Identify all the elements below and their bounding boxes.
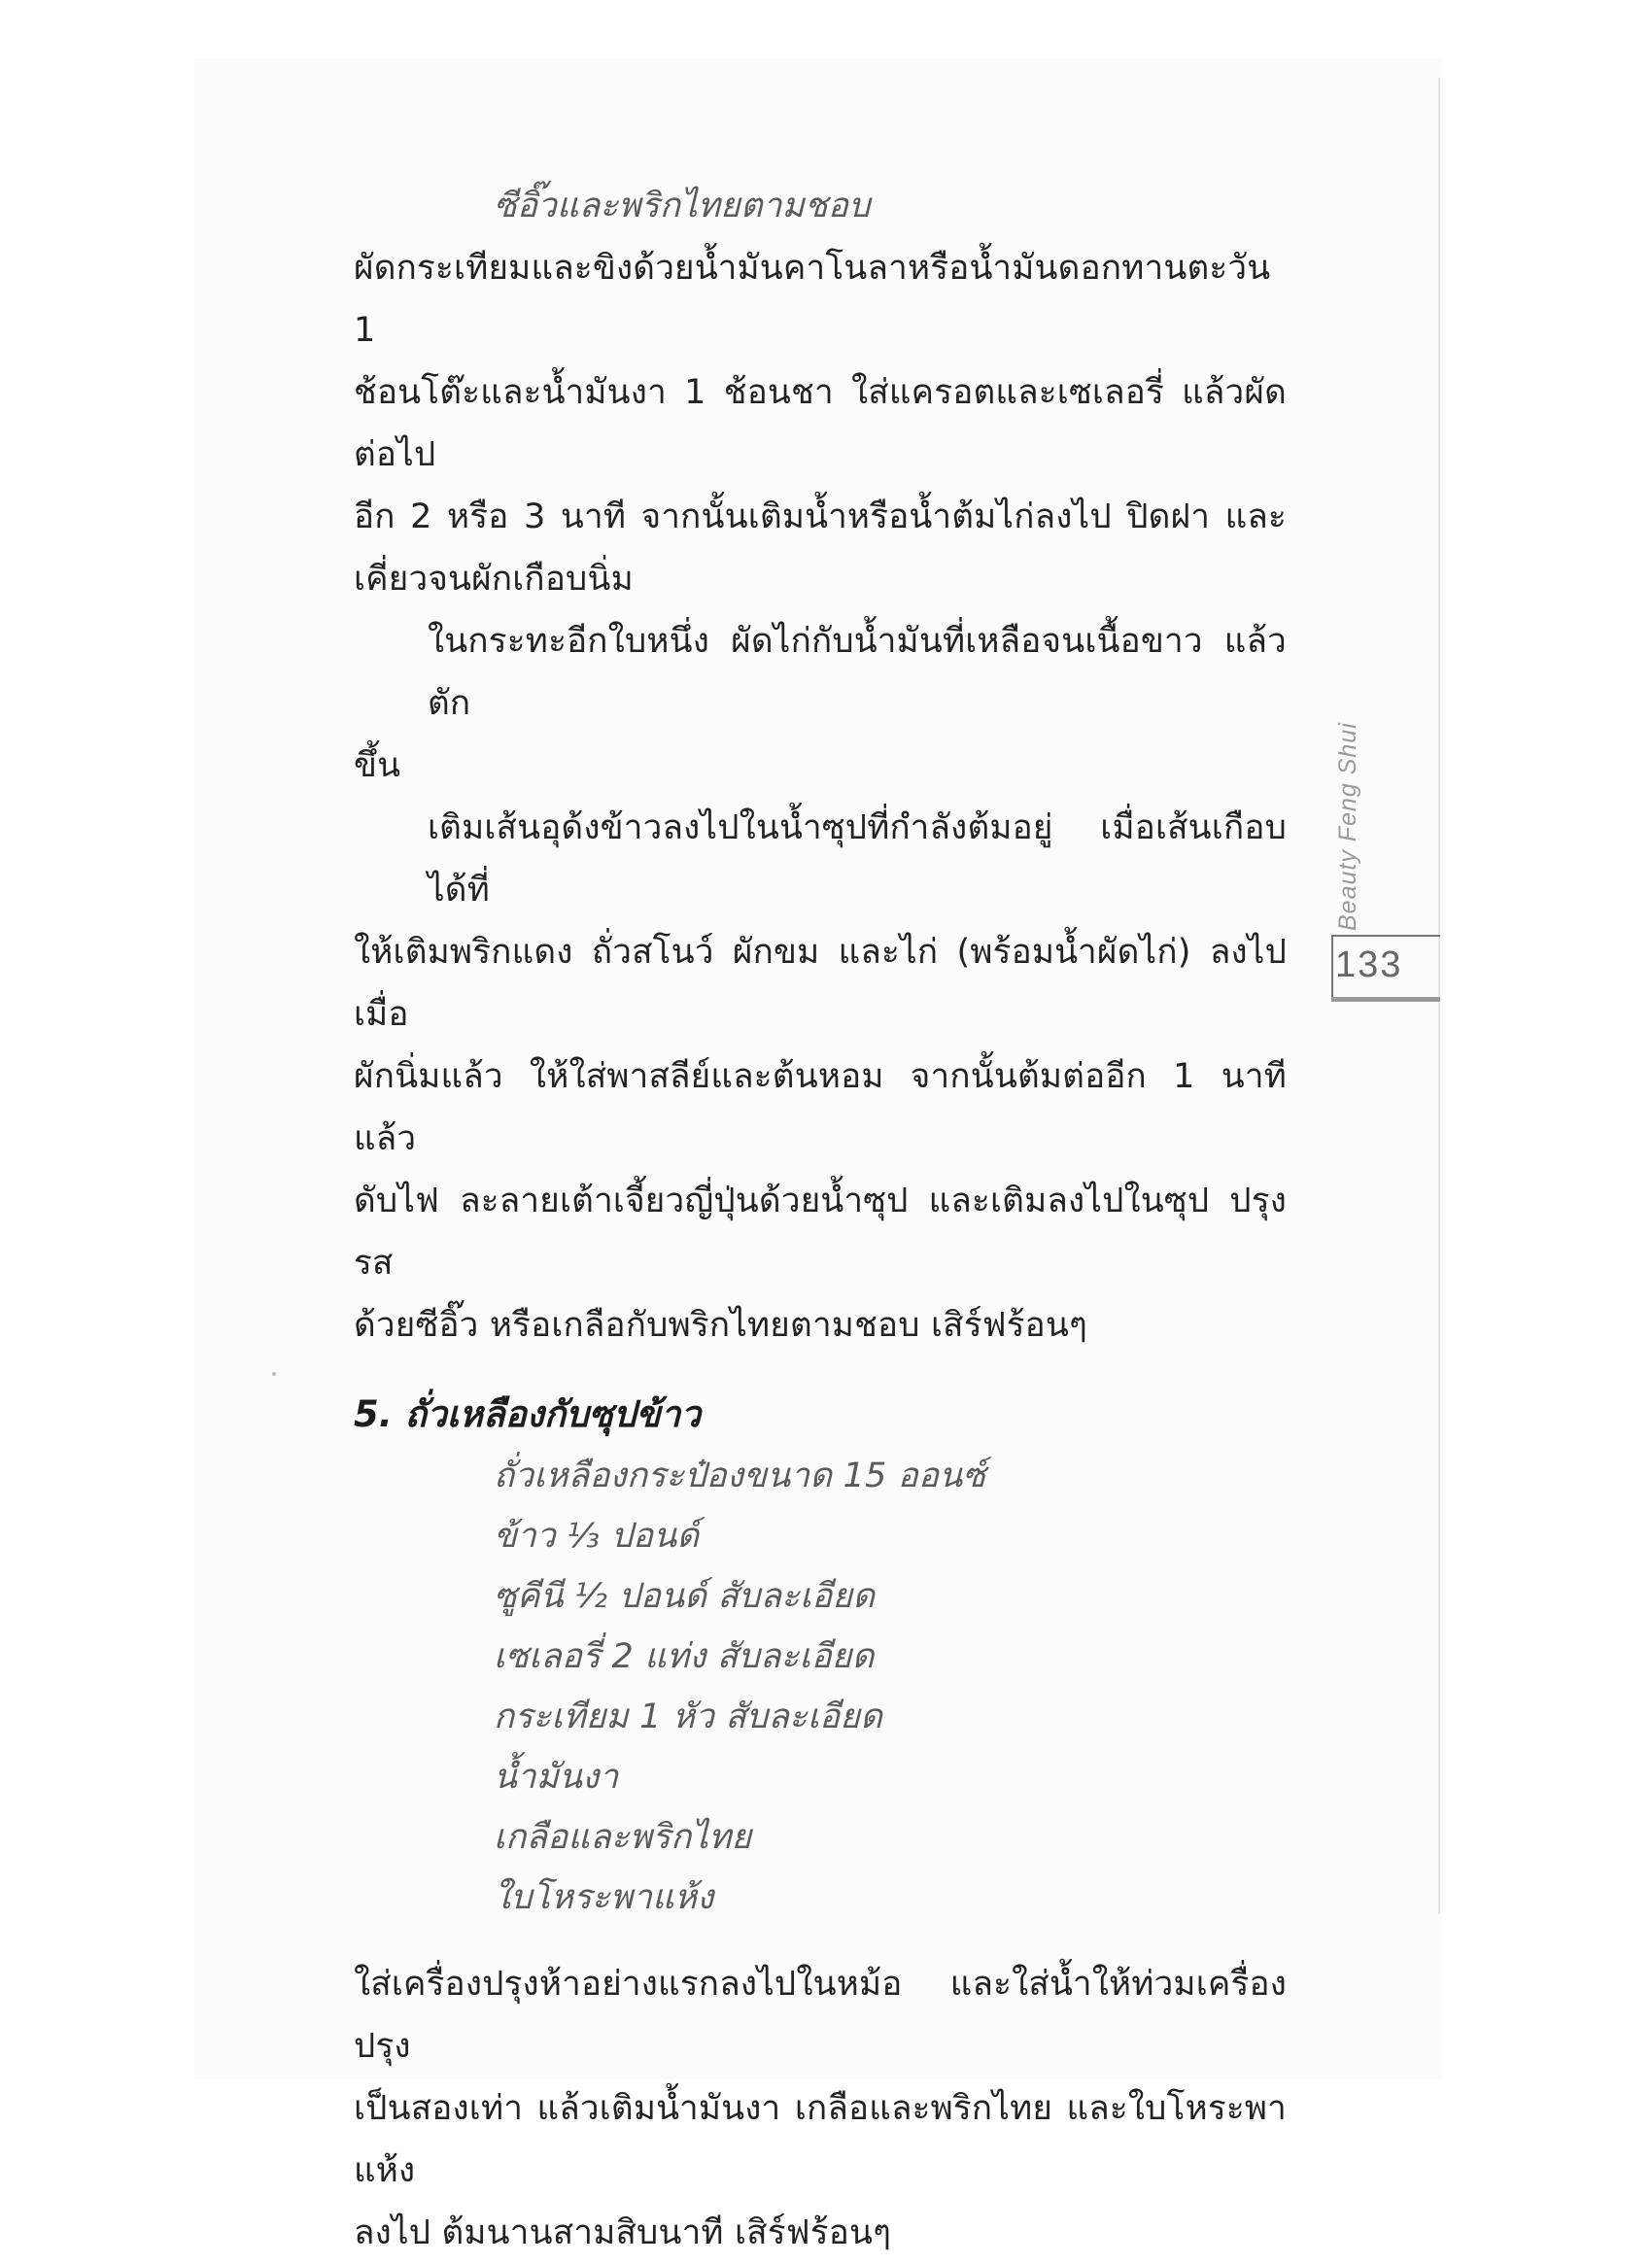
page-number-top-rule bbox=[1331, 935, 1440, 937]
ingredient-item: เกลือและพริกไทย bbox=[494, 1818, 752, 1857]
paragraph-line: ช้อนโต๊ะและน้ำมันงา 1 ช้อนชา ใส่แครอตและเซเลอรี่ แล้วผัดต่อไป bbox=[354, 373, 1287, 474]
page-edge-rule bbox=[1438, 78, 1440, 1914]
paragraph-line: ผักนิ่มแล้ว ให้ใส่พาสลีย์และต้นหอม จากนั้นต้มต่ออีก 1 นาที แล้ว bbox=[354, 1057, 1287, 1158]
continued-ingredient-line: ซีอิ๊วและพริกไทยตามชอบ bbox=[494, 187, 871, 225]
ingredient-item: ใบโหระพาแห้ง bbox=[494, 1878, 714, 1917]
paragraph-line: เคี่ยวจนผักเกือบนิ่ม bbox=[354, 560, 634, 599]
page-number-bottom-rule bbox=[1331, 997, 1440, 1002]
ingredient-item: ถั่วเหลืองกระป๋องขนาด 15 ออนซ์ bbox=[494, 1457, 986, 1495]
paragraph-line: ผัดกระเทียมและขิงด้วยน้ำมันคาโนลาหรือน้ำมันดอกทานตะวัน 1 bbox=[354, 249, 1271, 350]
recipe-heading: 5. ถั่วเหลืองกับซุปข้าว bbox=[354, 1393, 702, 1435]
ingredient-item: น้ำมันงา bbox=[494, 1758, 619, 1797]
ingredient-item: ข้าว ⅓ ปอนด์ bbox=[494, 1517, 700, 1556]
scan-speck bbox=[272, 1372, 276, 1376]
paragraph-line: อีก 2 หรือ 3 นาที จากนั้นเติมน้ำหรือน้ำต้มไก่ลงไป ปิดฝา และ bbox=[354, 497, 1287, 536]
paragraph-line: ขึ้น bbox=[354, 746, 401, 785]
paragraph-line: เติมเส้นอุด้งข้าวลงไปในน้ำซุปที่กำลังต้มอยู่ เมื่อเส้นเกือบได้ที่ bbox=[428, 808, 1287, 909]
spacer bbox=[354, 1928, 1287, 1953]
paragraph-line: ลงไป ต้มนานสามสิบนาที เสิร์ฟร้อนๆ bbox=[354, 2213, 892, 2252]
page-content bbox=[354, 175, 1287, 2264]
ingredient-item: เซเลอรี่ 2 แท่ง สับละเอียด bbox=[494, 1637, 875, 1676]
ingredient-item: กระเทียม 1 หัว สับละเอียด bbox=[494, 1698, 883, 1736]
paragraph-1 bbox=[354, 237, 1287, 610]
paragraph-line: เป็นสองเท่า แล้วเติมน้ำมันงา เกลือและพริกไทย และใบโหระพาแห้ง bbox=[354, 2089, 1287, 2190]
paragraph-line: ดับไฟ ละลายเต้าเจี้ยวญี่ปุ่นด้วยน้ำซุป และเติมลงไปในซุป ปรุงรส bbox=[354, 1182, 1287, 1283]
ingredient-item: ซูคีนี ½ ปอนด์ สับละเอียด bbox=[494, 1577, 876, 1616]
ingredient-list bbox=[494, 1446, 1287, 1928]
page-number-side-rule bbox=[1331, 935, 1333, 999]
paragraph-line: ให้เติมพริกแดง ถั่วสโนว์ ผักขม และไก่ (พร้อมน้ำผัดไก่) ลงไป เมื่อ bbox=[354, 933, 1287, 1034]
paragraph-2 bbox=[354, 610, 1287, 797]
paragraph-4 bbox=[354, 1953, 1287, 2264]
paragraph-line: ด้วยซีอิ๊ว หรือเกลือกับพริกไทยตามชอบ เสิร์ฟร้อนๆ bbox=[354, 1306, 1088, 1345]
paragraph-3 bbox=[354, 797, 1287, 1356]
paragraph-line: ใส่เครื่องปรุงห้าอย่างแรกลงไปในหม้อ และใส่น้ำให้ท่วมเครื่องปรุง bbox=[354, 1965, 1287, 2066]
page-number: 133 bbox=[1335, 944, 1403, 985]
paragraph-line: ในกระทะอีกใบหนึ่ง ผัดไก่กับน้ำมันที่เหลือจนเนื้อขาว แล้วตัก bbox=[428, 622, 1287, 723]
running-title: Beauty Feng Shui bbox=[1334, 722, 1361, 931]
